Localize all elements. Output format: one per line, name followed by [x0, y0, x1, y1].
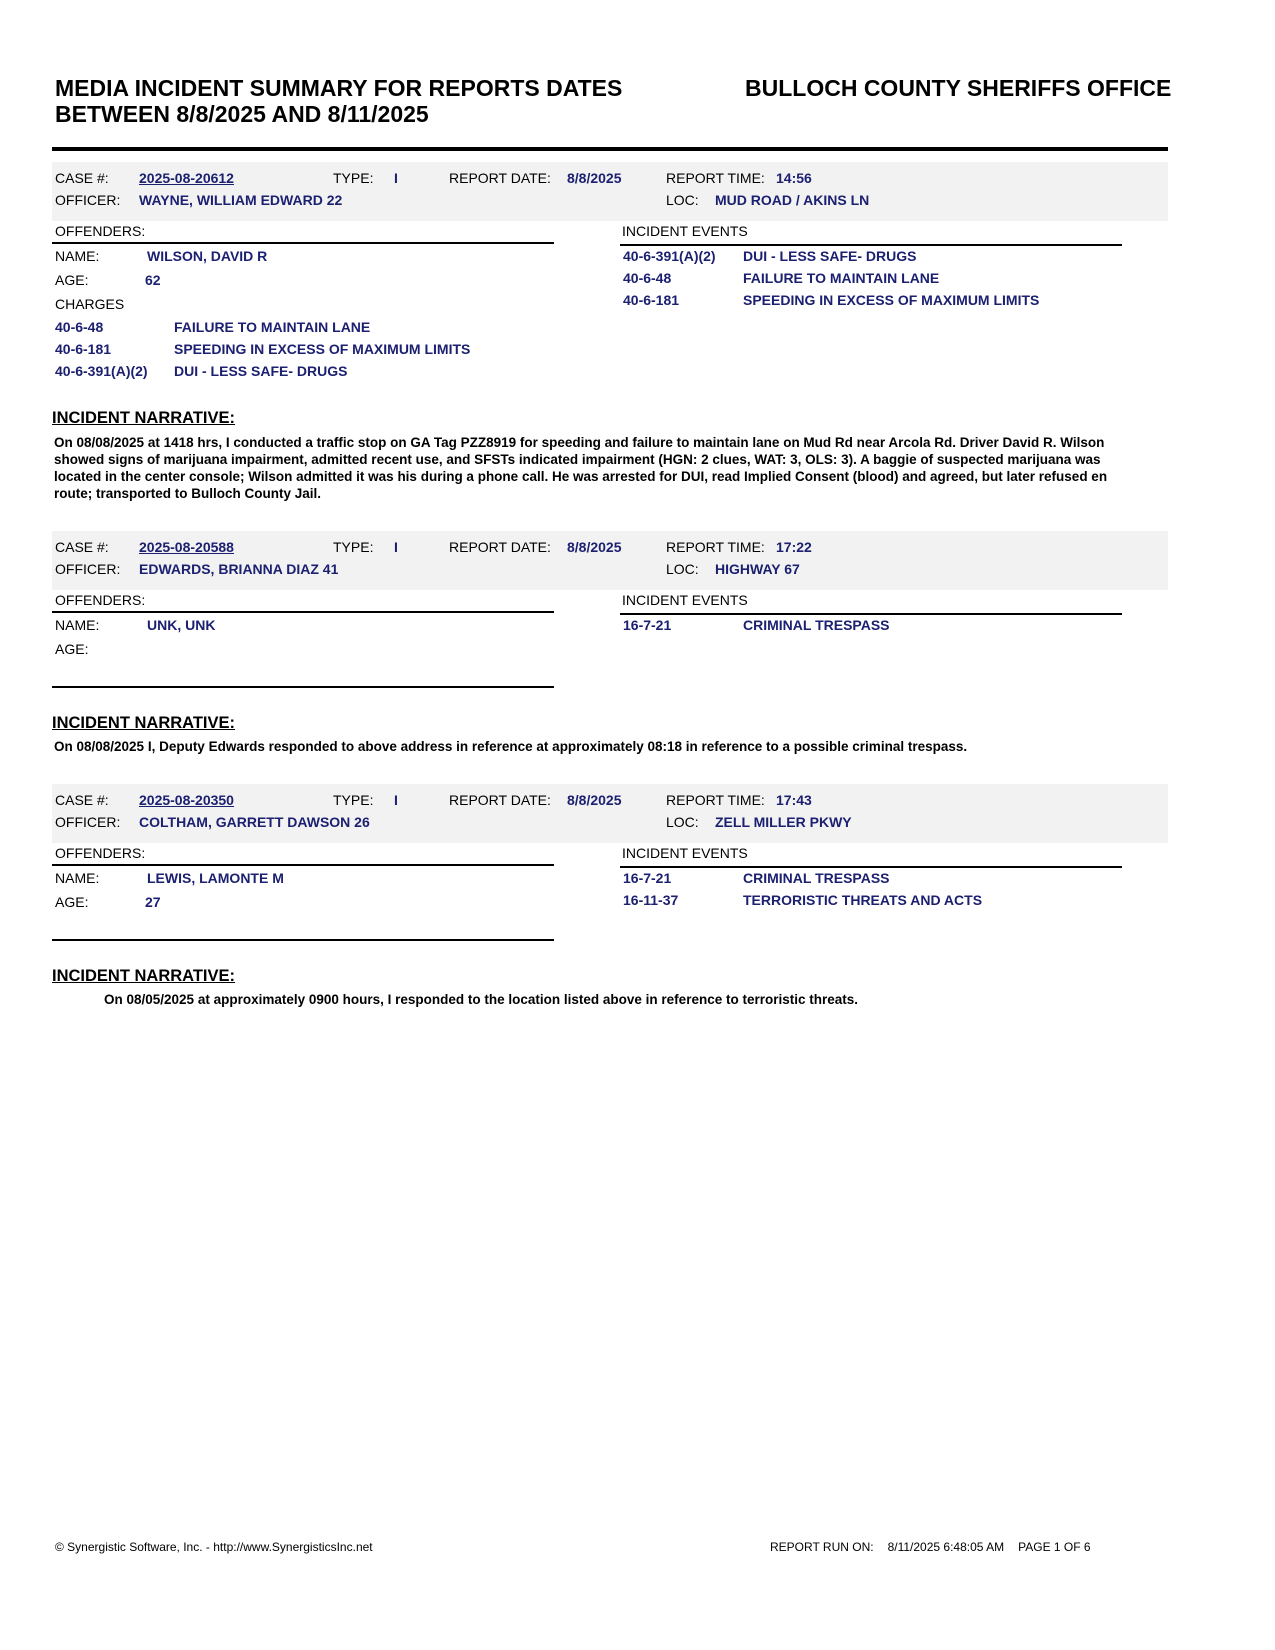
events-rule: [620, 613, 1122, 615]
event-desc: FAILURE TO MAINTAIN LANE: [743, 270, 940, 286]
officer-value: COLTHAM, GARRETT DAWSON 26: [139, 814, 370, 830]
type-label: TYPE:: [333, 170, 374, 186]
case-header-band: [52, 162, 1168, 221]
loc-label: LOC:: [666, 561, 699, 577]
case-number-link[interactable]: 2025-08-20612: [139, 170, 234, 186]
event-code: 40-6-391(A)(2): [623, 248, 716, 264]
report-time-label: REPORT TIME:: [666, 170, 765, 186]
age-label: AGE:: [55, 641, 89, 657]
event-code: 16-7-21: [623, 870, 672, 886]
name-label: NAME:: [55, 248, 100, 264]
event-code: 16-7-21: [623, 617, 672, 633]
officer-label: OFFICER:: [55, 192, 121, 208]
report-date-value: 8/8/2025: [567, 170, 622, 186]
charge-desc: SPEEDING IN EXCESS OF MAXIMUM LIMITS: [174, 341, 471, 357]
event-code: 16-11-37: [623, 892, 679, 908]
narrative-text: On 08/08/2025 at 1418 hrs, I conducted a traffic stop on GA Tag PZZ8919 for speeding and failure to maintain lane on Mud Rd near Arcola Rd. Driver David R. Wilson showed signs of marijuana impairment, admitted recent use, and SFSTs indicated impairment (HGN: 2 clues, WAT: 3, OLS: 3). A baggie of suspected marijuana was located in the center console; Wilson admitted it was his during a phone call. He was arrested for DUI, read Implied Consent (blood) and agreed, but later refused en route; transported to Bulloch County Jail.: [54, 435, 1108, 501]
narrative-text: On 08/08/2025 I, Deputy Edwards responded to above address in reference at approximately 08:18 in reference to a possible criminal trespass.: [54, 739, 968, 754]
officer-label: OFFICER:: [55, 814, 121, 830]
event-desc: TERRORISTIC THREATS AND ACTS: [743, 892, 983, 908]
offender-name: WILSON, DAVID R: [147, 248, 268, 264]
case-block: [52, 784, 1168, 1007]
narrative-heading: INCIDENT NARRATIVE:: [52, 409, 236, 427]
loc-value: MUD ROAD / AKINS LN: [715, 192, 870, 208]
loc-value: HIGHWAY 67: [715, 561, 800, 577]
offender-age: 27: [145, 894, 161, 910]
report-date-label: REPORT DATE:: [449, 170, 551, 186]
event-desc: SPEEDING IN EXCESS OF MAXIMUM LIMITS: [743, 292, 1040, 308]
case-label: CASE #:: [55, 792, 109, 808]
narrative-heading: INCIDENT NARRATIVE:: [52, 967, 236, 985]
offenders-bottom-rule: [52, 939, 554, 941]
officer-value: EDWARDS, BRIANNA DIAZ 41: [139, 561, 339, 577]
report-time-label: REPORT TIME:: [666, 792, 765, 808]
report-date-label: REPORT DATE:: [449, 792, 551, 808]
officer-value: WAYNE, WILLIAM EDWARD 22: [139, 192, 343, 208]
report-date-value: 8/8/2025: [567, 539, 622, 555]
offender-age: 62: [145, 272, 161, 288]
charge-code: 40-6-181: [55, 341, 112, 357]
charge-desc: DUI - LESS SAFE- DRUGS: [174, 363, 348, 379]
name-label: NAME:: [55, 870, 100, 886]
offenders-heading: OFFENDERS:: [55, 592, 146, 608]
events-rule: [620, 866, 1122, 868]
case-label: CASE #:: [55, 170, 109, 186]
incident-events-heading: INCIDENT EVENTS: [622, 845, 748, 861]
offender-name: UNK, UNK: [147, 617, 216, 633]
case-number-link[interactable]: 2025-08-20588: [139, 539, 234, 555]
age-label: AGE:: [55, 272, 89, 288]
type-value: I: [394, 539, 398, 555]
offenders-heading: OFFENDERS:: [55, 845, 146, 861]
page-number: PAGE 1 OF 6: [1018, 1540, 1091, 1554]
report-date-value: 8/8/2025: [567, 792, 622, 808]
report-time-label: REPORT TIME:: [666, 539, 765, 555]
events-rule: [620, 244, 1122, 246]
charge-code: 40-6-391(A)(2): [55, 363, 148, 379]
case-block: [52, 531, 1168, 754]
offenders-rule: [52, 242, 554, 244]
footer-copyright: © Synergistic Software, Inc. - http://www.SynergisticsInc.net: [55, 1540, 373, 1554]
event-desc: DUI - LESS SAFE- DRUGS: [743, 248, 917, 264]
incident-events-heading: INCIDENT EVENTS: [622, 223, 748, 239]
report-time-value: 17:43: [776, 792, 812, 808]
offenders-rule: [52, 611, 554, 613]
case-label: CASE #:: [55, 539, 109, 555]
name-label: NAME:: [55, 617, 100, 633]
offenders-bottom-rule: [52, 686, 554, 688]
narrative-text: On 08/05/2025 at approximately 0900 hours, I responded to the location listed above in reference to terroristic threats.: [104, 992, 858, 1007]
run-on-value: 8/11/2025 6:48:05 AM: [887, 1540, 1005, 1554]
case-header-band: [52, 784, 1168, 843]
loc-label: LOC:: [666, 192, 699, 208]
charges-label: CHARGES: [55, 296, 125, 312]
report-time-value: 14:56: [776, 170, 812, 186]
type-label: TYPE:: [333, 792, 374, 808]
loc-value: ZELL MILLER PKWY: [715, 814, 852, 830]
charge-code: 40-6-48: [55, 319, 104, 335]
case-number-link[interactable]: 2025-08-20350: [139, 792, 234, 808]
footer-run-info: [770, 1540, 1105, 1554]
type-label: TYPE:: [333, 539, 374, 555]
offenders-rule: [52, 864, 554, 866]
narrative-heading: INCIDENT NARRATIVE:: [52, 714, 236, 732]
header-divider: [52, 147, 1168, 151]
type-value: I: [394, 792, 398, 808]
charge-desc: FAILURE TO MAINTAIN LANE: [174, 319, 371, 335]
offenders-heading: OFFENDERS:: [55, 223, 146, 239]
run-on-label: REPORT RUN ON:: [770, 1540, 874, 1554]
event-desc: CRIMINAL TRESPASS: [743, 870, 890, 886]
offender-name: LEWIS, LAMONTE M: [147, 870, 284, 886]
report-date-label: REPORT DATE:: [449, 539, 551, 555]
case-header-band: [52, 531, 1168, 590]
event-code: 40-6-48: [623, 270, 672, 286]
event-code: 40-6-181: [623, 292, 680, 308]
incident-events-heading: INCIDENT EVENTS: [622, 592, 748, 608]
age-label: AGE:: [55, 894, 89, 910]
report-title: MEDIA INCIDENT SUMMARY FOR REPORTS DATES BETWEEN 8/8/2025 AND 8/11/2025: [55, 75, 623, 127]
report-time-value: 17:22: [776, 539, 812, 555]
type-value: I: [394, 170, 398, 186]
officer-label: OFFICER:: [55, 561, 121, 577]
event-desc: CRIMINAL TRESPASS: [743, 617, 890, 633]
agency-name: BULLOCH COUNTY SHERIFFS OFFICE: [745, 75, 1172, 101]
loc-label: LOC:: [666, 814, 699, 830]
case-block: [52, 162, 1168, 501]
